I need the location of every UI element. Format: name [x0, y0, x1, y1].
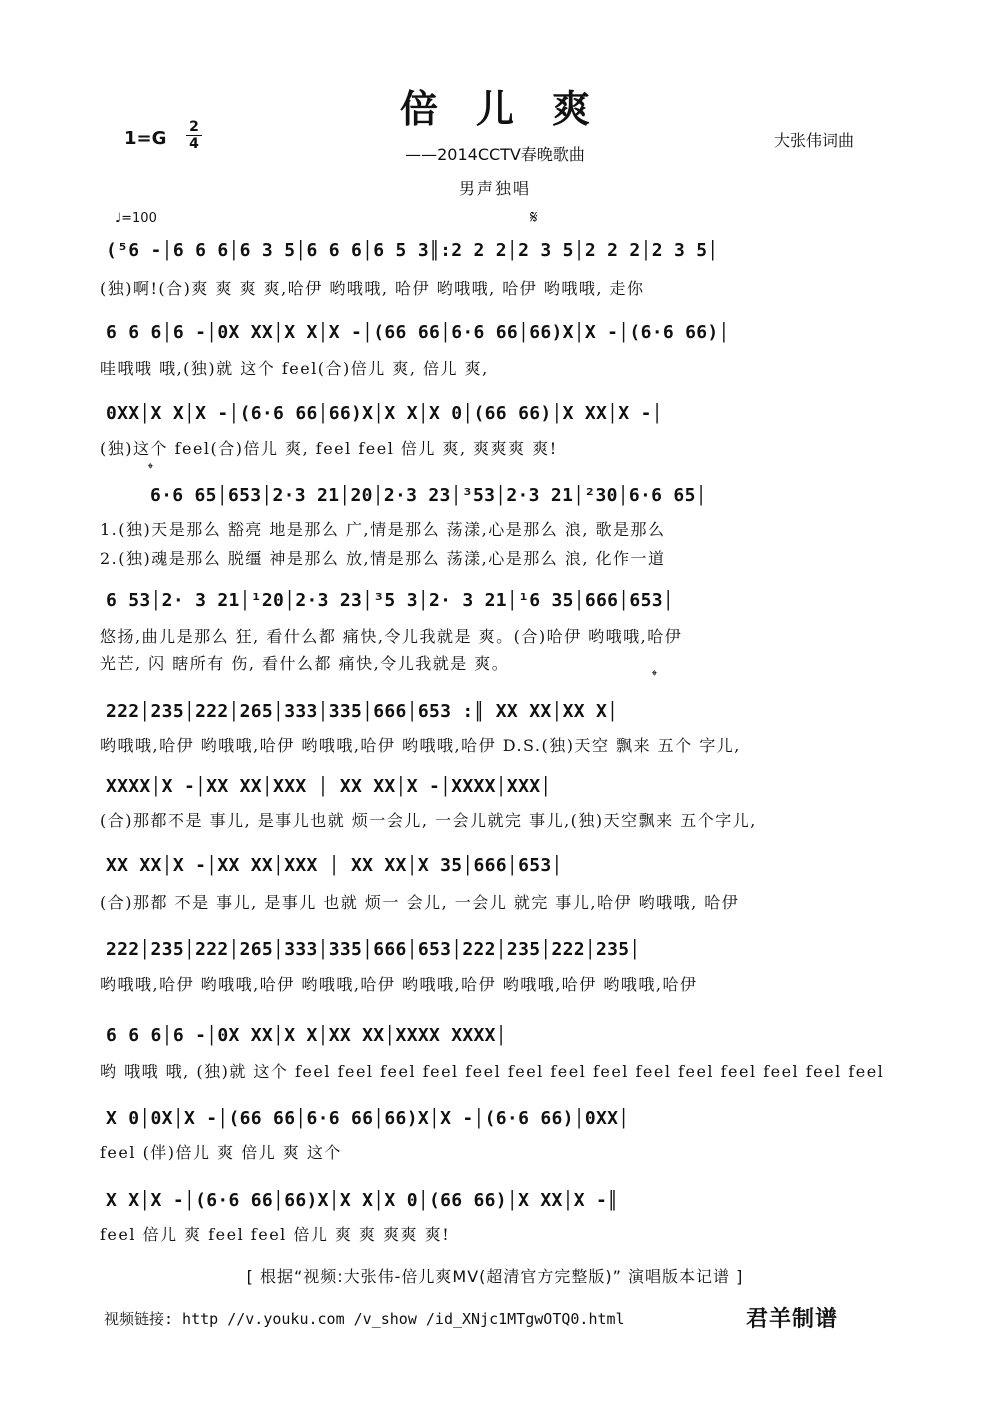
- time-sig-top: 2: [189, 119, 199, 135]
- notation-line: 6 6 6│6 -│0X XX│X X│X -│(66 66│6·6 66│66)X│X -│(6·6 66)│: [106, 322, 730, 343]
- lyric-line: 哟 哦哦 哦, (独)就 这个 feel feel feel feel feel feel feel feel feel feel feel feel feel feel: [100, 1062, 885, 1081]
- coda-sign: 𝄌: [652, 668, 657, 684]
- notation-line: 222│235│222│265│333│335│666│653 :║ XX XX│XX X│: [106, 701, 619, 722]
- source-note: [ 根据“视频:大张伟-倍儿爽MV(超清官方完整版)” 演唱版本记谱 ]: [246, 1267, 744, 1286]
- lyric-line: (独)这个 feel(合)倍儿 爽, feel feel 倍儿 爽, 爽爽爽 爽!: [100, 439, 558, 458]
- lyric-line: feel (伴)倍儿 爽 倍儿 爽 这个: [100, 1143, 342, 1162]
- lyric-line: 光芒, 闪 瞎所有 伤, 看什么都 痛快,令儿我就是 爽。: [100, 654, 510, 673]
- time-sig-bottom: 4: [189, 136, 199, 152]
- notation-line: (⁵6 -│6 6 6│6 3 5│6 6 6│6 5 3║:2 2 2│2 3 5│2 2 2│2 3 5│: [106, 240, 719, 261]
- tempo-mark: ♩=100: [115, 211, 157, 226]
- lyric-line: 2.(独)魂是那么 脱缰 神是那么 放,情是那么 荡漾,心是那么 浪, 化作一道: [100, 549, 666, 568]
- notation-line: 222│235│222│265│333│335│666│653│222│235│222│235│: [106, 939, 641, 960]
- lyric-line: (独)啊!(合)爽 爽 爽 爽,哈伊 哟哦哦, 哈伊 哟哦哦, 哈伊 哟哦哦, 走你: [100, 279, 645, 298]
- lyric-line: (合)那都 不是 事儿, 是事儿 也就 烦一 会儿, 一会儿 就完 事儿,哈伊 哟哦哦, 哈伊: [100, 893, 740, 912]
- page-title: 倍儿爽: [399, 86, 628, 131]
- notation-line: XXXX│X -│XX XX│XXX │ XX XX│X -│XXXX│XXX│: [106, 776, 552, 797]
- transcriber-seal: 君羊制谱: [746, 1306, 839, 1332]
- segno-sign: 𝄋: [530, 207, 538, 228]
- lyric-line: 哟哦哦,哈伊 哟哦哦,哈伊 哟哦哦,哈伊 哟哦哦,哈伊 哟哦哦,哈伊 哟哦哦,哈伊: [100, 975, 698, 994]
- time-signature: [186, 120, 202, 151]
- coda-sign: 𝄌: [148, 461, 153, 477]
- notation-line: X 0│0X│X -│(66 66│6·6 66│66)X│X -│(6·6 66)│0XX│: [106, 1108, 630, 1129]
- lyric-line: (合)那都不是 事儿, 是事儿也就 烦一会儿, 一会儿就完 事儿,(独)天空飘来 五个字儿,: [100, 811, 757, 830]
- lyric-line: 悠扬,曲儿是那么 狂, 看什么都 痛快,令儿我就是 爽。(合)哈伊 哟哦哦,哈伊: [100, 627, 683, 646]
- notation-line: 6·6 65│653│2·3 21│20│2·3 23│³53│2·3 21│²30│6·6 65│: [150, 485, 707, 506]
- notation-line: 6 6 6│6 -│0X XX│X X│XX XX│XXXX XXXX│: [106, 1025, 507, 1046]
- notation-line: 0XX│X X│X -│(6·6 66│66)X│X X│X 0│(66 66)│X XX│X -│: [106, 403, 663, 424]
- lyric-line: feel 倍儿 爽 feel feel 倍儿 爽 爽 爽爽 爽!: [100, 1225, 451, 1244]
- notation-line: 6 53│2· 3 21│¹20│2·3 23│³5 3│2· 3 21│¹6 35│666│653│: [106, 590, 674, 611]
- notation-line: X X│X -│(6·6 66│66)X│X X│X 0│(66 66)│X XX│X -║: [106, 1190, 619, 1211]
- subtitle: ——2014CCTV春晚歌曲: [405, 145, 585, 164]
- notation-line: XX XX│X -│XX XX│XXX │ XX XX│X 35│666│653│: [106, 855, 563, 876]
- lyric-line: 哇哦哦 哦,(独)就 这个 feel(合)倍儿 爽, 倍儿 爽,: [100, 359, 489, 378]
- video-link: 视频链接: http //v.youku.com /v_show /id_XNjc1MTgwOTQ0.html: [104, 1310, 625, 1328]
- lyric-line: 哟哦哦,哈伊 哟哦哦,哈伊 哟哦哦,哈伊 哟哦哦,哈伊 D.S.(独)天空 飘来 五个 字儿,: [100, 736, 741, 755]
- composer-credit: 大张伟词曲: [774, 131, 855, 150]
- lyric-line: 1.(独)天是那么 豁亮 地是那么 广,情是那么 荡漾,心是那么 浪, 歌是那么: [100, 520, 666, 539]
- key-signature: 1=G: [124, 128, 167, 149]
- voice-type: 男声独唱: [458, 179, 531, 198]
